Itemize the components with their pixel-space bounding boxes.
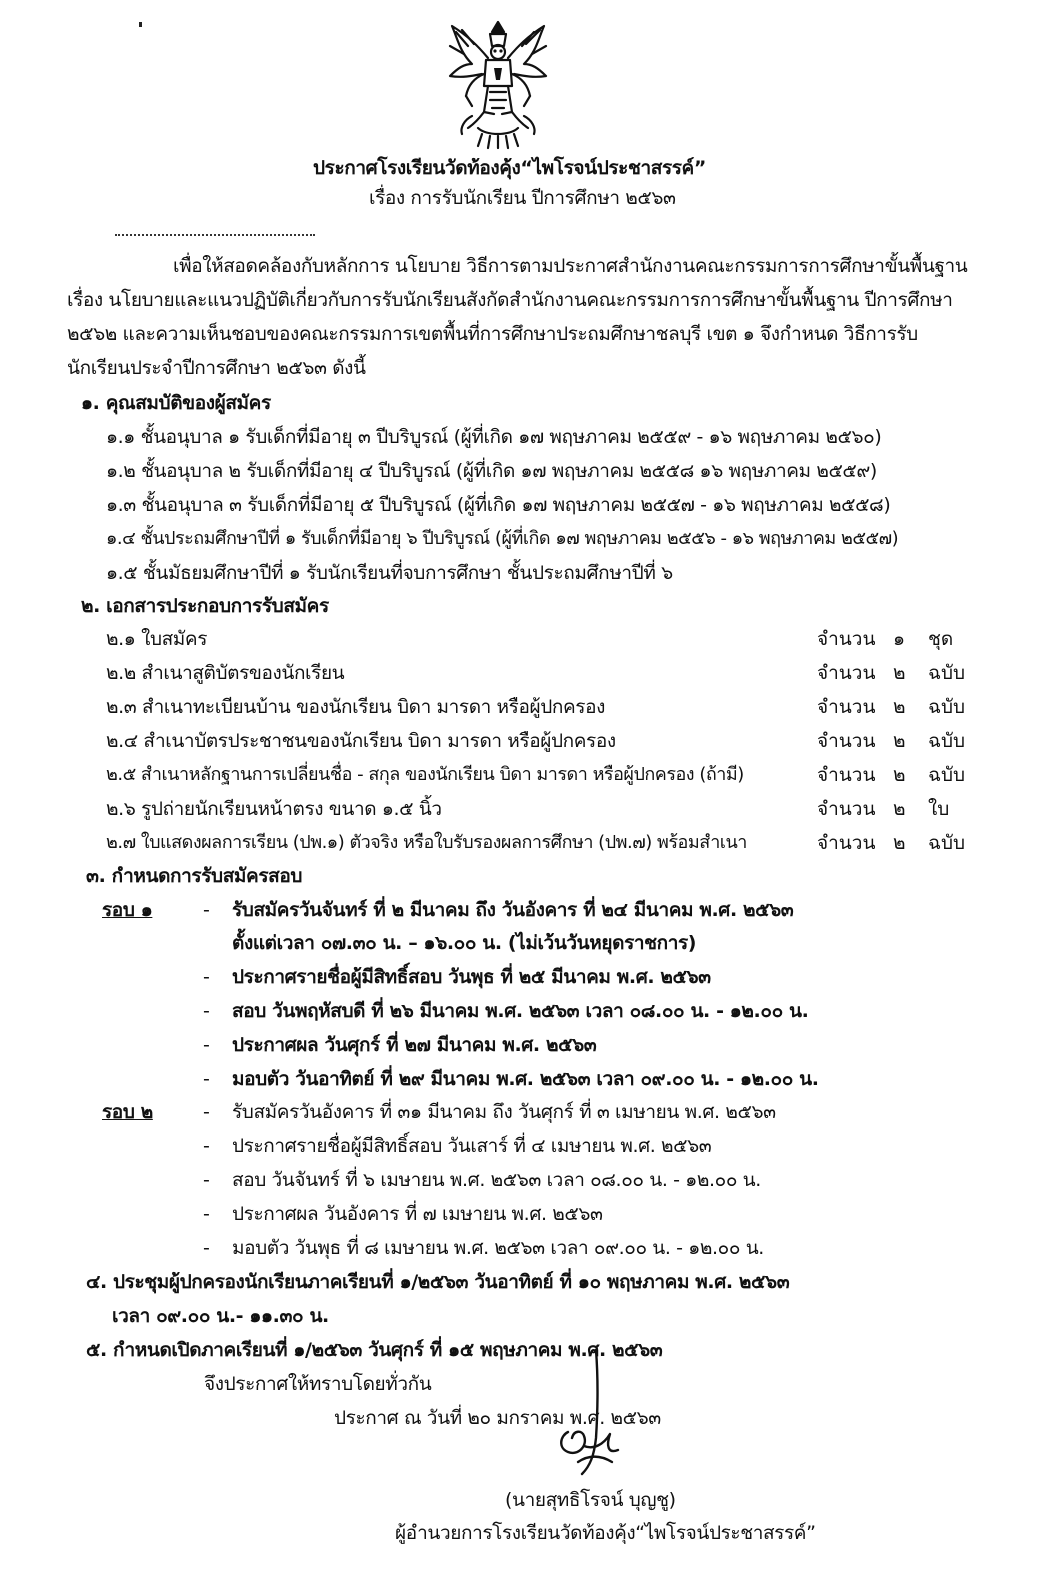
round-label: รอบ ๑ [102,899,153,921]
document-item: ๒.๑ ใบสมัคร [106,628,208,650]
bullet-dash: - [203,1034,210,1056]
count-unit: ฉบับ [928,832,966,854]
count-unit: ชุด [928,628,954,650]
count-label: จำนวน [817,832,876,854]
schedule-line: รับสมัครวันจันทร์ ที่ ๒ มีนาคม ถึง วันอังคาร ที่ ๒๔ มีนาคม พ.ศ. ๒๕๖๓ [232,899,794,921]
count-unit: ฉบับ [928,764,966,786]
count-unit: ใบ [928,798,950,820]
count-qty: ๑ [893,628,906,650]
schedule-line: ประกาศรายชื่อผู้มีสิทธิ์สอบ วันเสาร์ ที่ ๔ เมษายน พ.ศ. ๒๕๖๓ [232,1135,712,1157]
bullet-dash: - [203,899,210,921]
count-label: จำนวน [817,764,876,786]
signer-title: ผู้อำนวยการโรงเรียนวัดท้องคุ้ง“ไพโรจน์ประชาสรรค์” [395,1522,816,1544]
document-item: ๒.๓ สำเนาทะเบียนบ้าน ของนักเรียน บิดา มารดา หรือผู้ปกครอง [106,696,605,718]
garuda-emblem-icon [438,16,558,150]
count-unit: ฉบับ [928,662,966,684]
schedule-line: ตั้งแต่เวลา ๐๗.๓๐ น. – ๑๖.๐๐ น. (ไม่เว้นวันหยุดราชการ) [232,932,697,954]
parent-meeting-time: เวลา ๐๙.๐๐ น.- ๑๑.๓๐ น. [112,1305,329,1327]
count-unit: ฉบับ [928,730,966,752]
announce-date: ประกาศ ณ วันที่ ๒๐ มกราคม พ.ศ. ๒๕๖๓ [334,1407,661,1429]
announcement-subject: เรื่อง การรับนักเรียน ปีการศึกษา ๒๕๖๓ [369,187,676,209]
bullet-dash: - [203,1000,210,1022]
count-label: จำนวน [817,696,876,718]
bullet-dash: - [203,1135,210,1157]
schedule-line: ประกาศรายชื่อผู้มีสิทธิ์สอบ วันพุธ ที่ ๒๕ มีนาคม พ.ศ. ๒๕๖๓ [232,966,711,988]
schedule-line: ประกาศผล วันอังคาร ที่ ๗ เมษายน พ.ศ. ๒๕๖๓ [232,1203,603,1225]
document-item: ๒.๗ ใบแสดงผลการเรียน (ปพ.๑) ตัวจริง หรือใบรับรองผลการศึกษา (ปพ.๗) พร้อมสำเนา [106,832,747,853]
document-item: ๒.๖ รูปถ่ายนักเรียนหน้าตรง ขนาด ๑.๕ นิ้ว [106,798,442,820]
intro-line: เพื่อให้สอดคล้องกับหลักการ นโยบาย วิธีการตามประกาศสำนักงานคณะกรรมการการศึกษาขั้นพื้นฐาน [173,255,968,277]
bullet-dash: - [203,966,210,988]
qualification-item: ๑.๕ ชั้นมัธยมศึกษาปีที่ ๑ รับนักเรียนที่จบการศึกษา ชั้นประถมศึกษาปีที่ ๖ [106,562,673,584]
qualification-item: ๑.๒ ชั้นอนุบาล ๒ รับเด็กที่มีอายุ ๔ ปีบริบูรณ์ (ผู้ที่เกิด ๑๗ พฤษภาคม ๒๕๕๘ ๑๖ พฤษภาคม ๒๕๕๙) [106,460,877,482]
section-heading: ๓. กำหนดการรับสมัครสอบ [86,865,302,887]
dotted-divider [115,234,315,236]
count-qty: ๒ [893,764,906,786]
document-item: ๒.๒ สำเนาสูติบัตรของนักเรียน [106,662,345,684]
announcement-title: ประกาศโรงเรียนวัดท้องคุ้ง“ไพโรจน์ประชาสรรค์” [313,157,706,179]
round-label: รอบ ๒ [102,1101,153,1123]
schedule-line: ประกาศผล วันศุกร์ ที่ ๒๗ มีนาคม พ.ศ. ๒๕๖๓ [232,1034,597,1056]
count-label: จำนวน [817,730,876,752]
schedule-line: มอบตัว วันอาทิตย์ ที่ ๒๙ มีนาคม พ.ศ. ๒๕๖๓ เวลา ๐๙.๐๐ น. - ๑๒.๐๐ น. [232,1068,819,1090]
schedule-line: สอบ วันจันทร์ ที่ ๖ เมษายน พ.ศ. ๒๕๖๓ เวลา ๐๘.๐๐ น. - ๑๒.๐๐ น. [232,1169,761,1191]
bullet-dash: - [203,1169,210,1191]
intro-line: นักเรียนประจำปีการศึกษา ๒๕๖๓ ดังนี้ [67,357,366,379]
count-unit: ฉบับ [928,696,966,718]
closing-announce: จึงประกาศให้ทราบโดยทั่วกัน [204,1373,432,1395]
bullet-dash: - [203,1203,210,1225]
signature-icon [538,1346,638,1481]
bullet-dash: - [203,1068,210,1090]
schedule-line: มอบตัว วันพุธ ที่ ๘ เมษายน พ.ศ. ๒๕๖๓ เวลา ๐๙.๐๐ น. - ๑๒.๐๐ น. [232,1237,764,1259]
intro-line: เรื่อง นโยบายและแนวปฏิบัติเกี่ยวกับการรับนักเรียนสังกัดสำนักงานคณะกรรมการการศึกษาขั้นพื้นฐาน ปีการศึกษา [67,289,953,311]
count-qty: ๒ [893,662,906,684]
section-heading: ๒. เอกสารประกอบการรับสมัคร [81,595,329,617]
count-label: จำนวน [817,662,876,684]
bullet-dash: - [203,1101,210,1123]
bullet-dash: - [203,1237,210,1259]
count-label: จำนวน [817,628,876,650]
semester-open-line: ๕. กำหนดเปิดภาคเรียนที่ ๑/๒๕๖๓ วันศุกร์ ที่ ๑๕ พฤษภาคม พ.ศ. ๒๕๖๓ [86,1339,663,1361]
parent-meeting-line: ๔. ประชุมผู้ปกครองนักเรียนภาคเรียนที่ ๑/๒๕๖๓ วันอาทิตย์ ที่ ๑๐ พฤษภาคม พ.ศ. ๒๕๖๓ [86,1271,790,1293]
document-item: ๒.๕ สำเนาหลักฐานการเปลี่ยนชื่อ - สกุล ของนักเรียน บิดา มารดา หรือผู้ปกครอง (ถ้ามี) [106,764,744,785]
qualification-item: ๑.๑ ชั้นอนุบาล ๑ รับเด็กที่มีอายุ ๓ ปีบริบูรณ์ (ผู้ที่เกิด ๑๗ พฤษภาคม ๒๕๕๙ - ๑๖ พฤษภาคม ๒๕๖๐) [106,426,882,448]
schedule-line: รับสมัครวันอังคาร ที่ ๓๑ มีนาคม ถึง วันศุกร์ ที่ ๓ เมษายน พ.ศ. ๒๕๖๓ [232,1101,776,1123]
scan-mark [139,22,142,27]
intro-line: ๒๕๖๒ และความเห็นชอบของคณะกรรมการเขตพื้นที่การศึกษาประถมศึกษาชลบุรี เขต ๑ จึงกำหนด วิธีการรับ [67,323,918,345]
count-qty: ๒ [893,798,906,820]
count-qty: ๒ [893,832,906,854]
schedule-line: สอบ วันพฤหัสบดี ที่ ๒๖ มีนาคม พ.ศ. ๒๕๖๓ เวลา ๐๘.๐๐ น. - ๑๒.๐๐ น. [232,1000,809,1022]
section-heading: ๑. คุณสมบัติของผู้สมัคร [81,392,271,414]
qualification-item: ๑.๔ ชั้นประถมศึกษาปีที่ ๑ รับเด็กที่มีอายุ ๖ ปีบริบูรณ์ (ผู้ที่เกิด ๑๗ พฤษภาคม ๒๕๕๖ - ๑๖ พฤษภาคม ๒๕๕๗) [106,528,899,549]
qualification-item: ๑.๓ ชั้นอนุบาล ๓ รับเด็กที่มีอายุ ๕ ปีบริบูรณ์ (ผู้ที่เกิด ๑๗ พฤษภาคม ๒๕๕๗ - ๑๖ พฤษภาคม ๒๕๕๘) [106,494,891,516]
count-qty: ๒ [893,730,906,752]
signer-name: (นายสุทธิโรจน์ บุญชู) [505,1489,676,1511]
count-label: จำนวน [817,798,876,820]
document-item: ๒.๔ สำเนาบัตรประชาชนของนักเรียน บิดา มารดา หรือผู้ปกครอง [106,730,616,752]
count-qty: ๒ [893,696,906,718]
